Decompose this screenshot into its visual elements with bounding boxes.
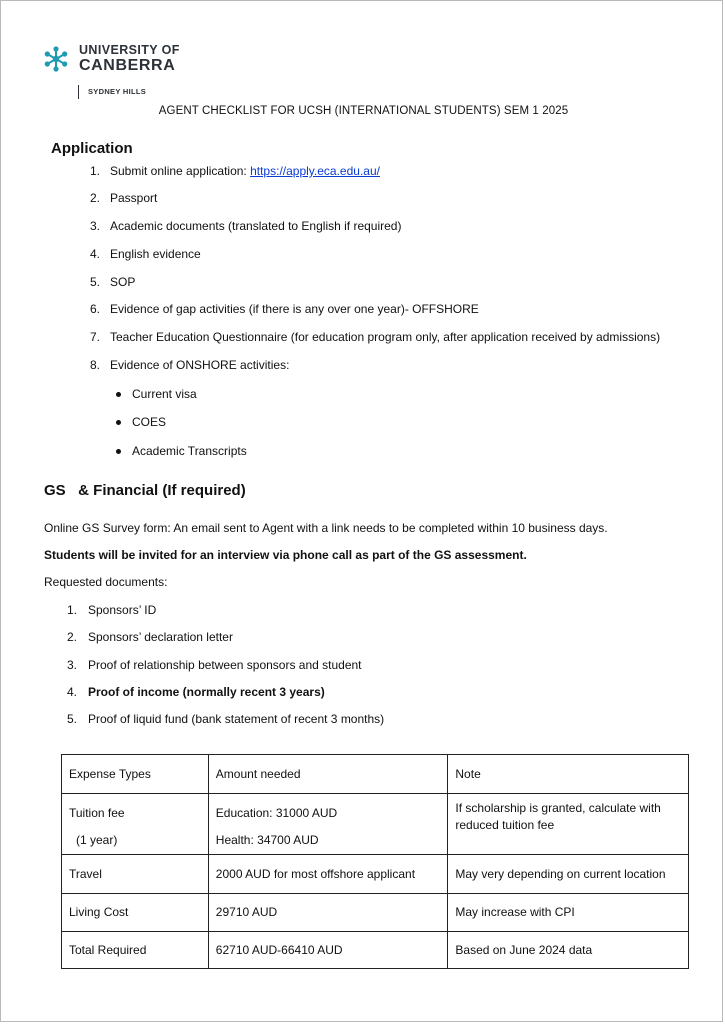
application-item-number: 3. <box>89 219 100 233</box>
table-header-row <box>62 755 689 794</box>
document-item: Proof of liquid fund (bank statement of recent 3 months) <box>88 712 385 726</box>
document-number: 4. <box>66 685 77 699</box>
tuition-health-amount: Health: 34700 AUD <box>215 833 319 847</box>
application-item-number: 2. <box>89 191 100 205</box>
application-item: Evidence of ONSHORE activities: <box>110 358 290 372</box>
table-cell <box>62 794 209 855</box>
table-cell: Based on June 2024 data <box>448 932 689 969</box>
bullet-icon <box>116 420 121 425</box>
table-cell: May very depending on current location <box>448 855 689 894</box>
document-number: 2. <box>66 630 77 644</box>
application-item <box>110 164 380 178</box>
application-item: Evidence of gap activities (if there is any over one year)- OFFSHORE <box>110 302 479 316</box>
campus-divider <box>78 85 79 99</box>
bullet-icon <box>116 392 121 397</box>
campus-name: SYDNEY HILLS <box>88 87 147 96</box>
table-cell: May increase with CPI <box>448 894 689 932</box>
logo-line1: UNIVERSITY OF <box>79 43 180 57</box>
table-cell: Travel <box>62 855 209 894</box>
table-cell: Living Cost <box>62 894 209 932</box>
document-title: AGENT CHECKLIST FOR UCSH (INTERNATIONAL STUDENTS) SEM 1 2025 <box>158 105 569 117</box>
application-item-number: 1. <box>89 164 100 178</box>
gs-survey-text: Online GS Survey form: An email sent to Agent with a link needs to be completed within 10 business days. <box>44 521 608 535</box>
application-item: Passport <box>110 191 158 205</box>
application-item: Teacher Education Questionnaire (for education program only, after application received by admissions) <box>110 330 661 344</box>
tuition-note: If scholarship is granted, calculate with reduced tuition fee <box>448 794 689 855</box>
table-row <box>62 932 689 969</box>
application-item: English evidence <box>110 247 201 261</box>
table-cell: 2000 AUD for most offshore applicant <box>208 855 448 894</box>
application-item-text: Submit online application: <box>110 164 251 178</box>
requested-documents-label: Requested documents: <box>44 575 168 589</box>
table-cell: 62710 AUD-66410 AUD <box>208 932 448 969</box>
tuition-duration: (1 year) <box>76 833 118 847</box>
logo-line2: CANBERRA <box>79 57 176 74</box>
application-link[interactable]: https://apply.eca.edu.au/ <box>250 164 380 178</box>
table-header-cell: Expense Types <box>62 755 209 794</box>
application-item-number: 8. <box>89 358 100 372</box>
table-row <box>62 894 689 932</box>
document-number: 3. <box>66 658 77 672</box>
table-cell <box>208 794 448 855</box>
expense-table <box>61 754 689 969</box>
table-cell: 29710 AUD <box>208 894 448 932</box>
onshore-item: COES <box>132 415 167 429</box>
university-logo-mark-icon <box>42 45 70 73</box>
application-heading: Application <box>51 140 133 157</box>
application-item-number: 4. <box>89 247 100 261</box>
application-item-number: 7. <box>89 330 100 344</box>
table-row <box>62 855 689 894</box>
gs-heading: GS & Financial (If required) <box>44 482 246 499</box>
bullet-icon <box>116 449 121 454</box>
application-item: Academic documents (translated to English if required) <box>110 219 402 233</box>
application-item: SOP <box>110 275 136 289</box>
document-number: 1. <box>66 603 77 617</box>
document-item: Sponsors’ ID <box>88 603 157 617</box>
document-item: Sponsors’ declaration letter <box>88 630 233 644</box>
table-header-cell: Amount needed <box>208 755 448 794</box>
document-item: Proof of relationship between sponsors and student <box>88 658 362 672</box>
document-number: 5. <box>66 712 77 726</box>
onshore-item: Current visa <box>132 387 197 401</box>
gs-interview-text: Students will be invited for an interview via phone call as part of the GS assessment. <box>44 548 527 562</box>
onshore-item: Academic Transcripts <box>132 444 247 458</box>
document-item: Proof of income (normally recent 3 years) <box>88 685 325 699</box>
table-cell: Total Required <box>62 932 209 969</box>
application-item-number: 6. <box>89 302 100 316</box>
table-header-cell: Note <box>448 755 689 794</box>
table-row <box>62 794 689 855</box>
tuition-type: Tuition fee <box>69 806 125 820</box>
application-item-number: 5. <box>89 275 100 289</box>
tuition-education-amount: Education: 31000 AUD <box>215 806 338 820</box>
